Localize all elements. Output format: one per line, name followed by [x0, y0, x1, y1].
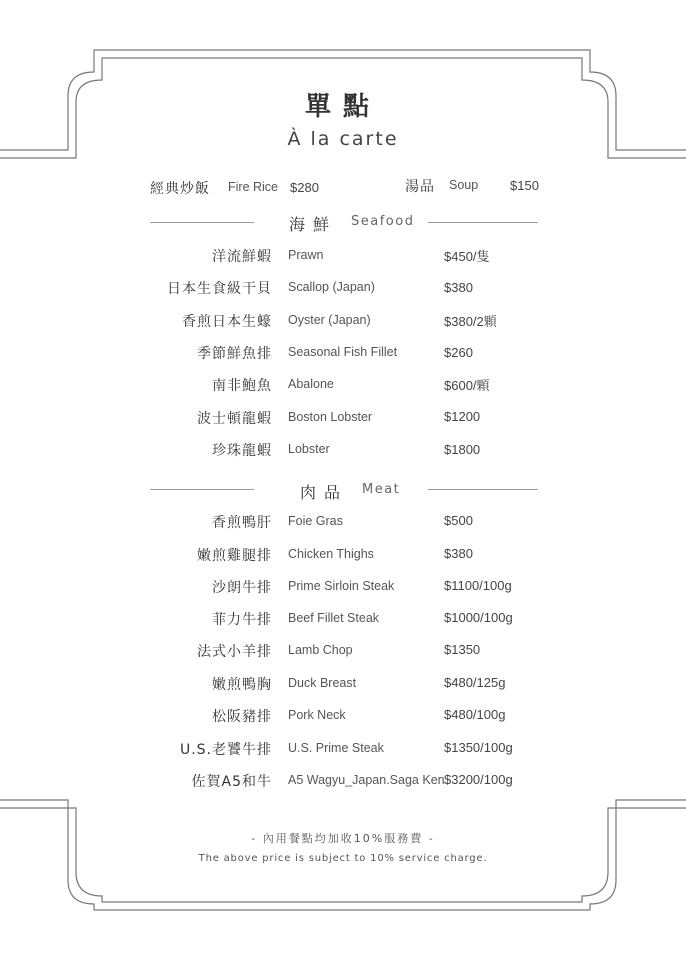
meat-item-zh: 法式小羊排 — [197, 644, 272, 660]
seafood-item-price: $600/顆 — [444, 378, 490, 393]
meat-item-price: $1350/100g — [444, 740, 513, 755]
meat-item-en: Lamb Chop — [288, 643, 353, 657]
meat-item-en: Duck Breast — [288, 676, 357, 690]
top-item-soup-zh: 湯品 — [405, 179, 435, 195]
seafood-divider-right — [428, 222, 538, 223]
meat-item-en: Pork Neck — [288, 708, 346, 722]
seafood-item-zh: 香煎日本生蠔 — [182, 314, 272, 330]
seafood-item-price: $1800 — [444, 442, 481, 457]
seafood-item-en: Scallop (Japan) — [288, 280, 375, 294]
section-seafood-zh: 海鮮 — [289, 215, 338, 234]
meat-item-price: $1100/100g — [444, 578, 512, 593]
meat-item-price: $1000/100g — [444, 610, 513, 625]
footer-service-charge-zh: - 內用餐點均加收10%服務費 - — [251, 832, 435, 845]
meat-item-price: $500 — [444, 513, 473, 528]
meat-item-price: $1350 — [444, 642, 481, 657]
menu-title-zh: 單點 — [304, 92, 381, 122]
meat-item-zh: U.S.老饕牛排 — [179, 742, 272, 758]
seafood-item-en: Oyster (Japan) — [288, 313, 371, 327]
seafood-item-en: Prawn — [288, 248, 324, 262]
meat-item-en: Prime Sirloin Steak — [288, 579, 395, 593]
meat-item-zh: 香煎鴨肝 — [212, 515, 272, 531]
seafood-item-en: Abalone — [288, 377, 334, 391]
section-meat-zh: 肉品 — [300, 483, 349, 502]
meat-item-zh: 佐賀A5和牛 — [191, 774, 272, 790]
meat-item-zh: 沙朗牛排 — [212, 580, 272, 596]
footer-service-charge-en: The above price is subject to 10% service charge. — [198, 853, 488, 864]
seafood-item-zh: 波士頓龍蝦 — [197, 411, 272, 427]
seafood-item-zh: 珍珠龍蝦 — [212, 443, 272, 459]
meat-item-en: U.S. Prime Steak — [288, 741, 384, 755]
meat-item-en: Chicken Thighs — [288, 547, 374, 561]
seafood-item-price: $260 — [444, 345, 473, 360]
seafood-item-zh: 日本生食級干貝 — [167, 281, 272, 297]
top-item-soup-price: $150 — [510, 178, 539, 193]
meat-item-en: Foie Gras — [288, 514, 343, 528]
top-item-fried-rice-zh: 經典炒飯 — [150, 181, 210, 197]
meat-divider-right — [428, 489, 538, 490]
top-item-fried-rice-en: Fire Rice — [228, 180, 279, 194]
meat-item-price: $380 — [444, 546, 473, 561]
top-item-fried-rice-price: $280 — [290, 180, 319, 195]
meat-item-zh: 松阪豬排 — [212, 709, 272, 725]
section-seafood-en: Seafood — [351, 214, 415, 229]
seafood-item-zh: 洋流鮮蝦 — [212, 249, 272, 265]
seafood-item-en: Lobster — [288, 442, 330, 456]
seafood-item-en: Boston Lobster — [288, 410, 373, 424]
seafood-item-price: $1200 — [444, 409, 481, 424]
seafood-item-price: $380/2顆 — [444, 314, 497, 329]
seafood-item-price: $450/隻 — [444, 249, 490, 264]
seafood-divider-left — [150, 222, 254, 223]
seafood-item-zh: 南非鮑魚 — [212, 378, 272, 394]
meat-item-price: $480/125g — [444, 675, 506, 690]
meat-item-price: $3200/100g — [444, 772, 513, 787]
meat-divider-left — [150, 489, 254, 490]
meat-item-zh: 嫩煎鴨胸 — [212, 677, 272, 693]
top-item-soup-en: Soup — [449, 178, 479, 192]
meat-item-zh: 嫩煎雞腿排 — [197, 548, 272, 564]
seafood-item-en: Seasonal Fish Fillet — [288, 345, 398, 359]
meat-item-zh: 菲力牛排 — [212, 612, 272, 628]
meat-item-en: Beef Fillet Steak — [288, 611, 380, 625]
seafood-item-price: $380 — [444, 280, 473, 295]
menu-title-en: À la carte — [287, 128, 399, 150]
section-meat-en: Meat — [362, 482, 401, 497]
meat-item-en: A5 Wagyu_Japan.Saga Ken — [288, 773, 445, 787]
meat-item-price: $480/100g — [444, 707, 506, 722]
seafood-item-zh: 季節鮮魚排 — [197, 346, 272, 362]
